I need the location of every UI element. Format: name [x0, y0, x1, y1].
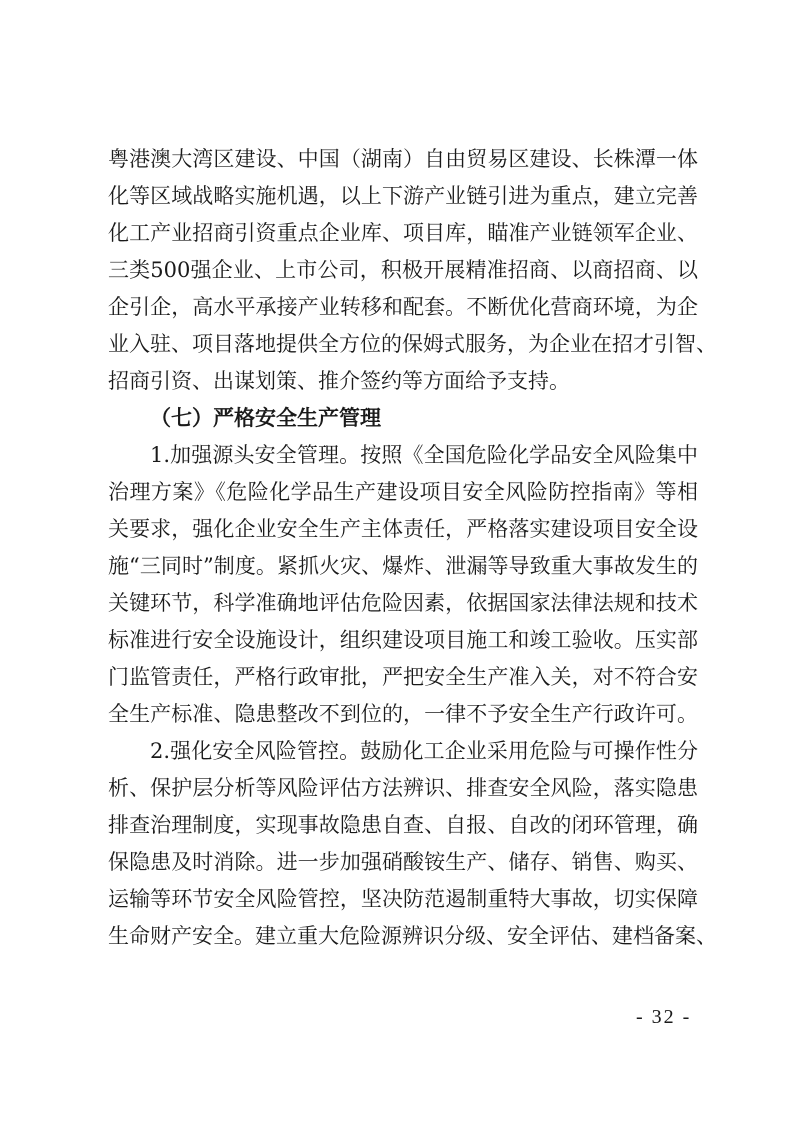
paragraph-line: 化工产业招商引资重点企业库、项目库，瞄准产业链领军企业、: [108, 221, 698, 245]
item1-line: 关键环节，科学准确地评估危险因素，依据国家法律法规和技术: [108, 591, 698, 615]
paragraph-line: 粤港澳大湾区建设、中国（湖南）自由贸易区建设、长株潭一体: [108, 147, 698, 171]
item2-line: 排查治理制度，实现事故隐患自查、自报、自改的闭环管理，确: [108, 813, 698, 837]
item1-line: 施“三同时”制度。紧抓火灾、爆炸、泄漏等导致重大事故发生的: [108, 554, 698, 578]
item2-line: 2.强化安全风险管控。鼓励化工企业采用危险与可操作性分: [150, 739, 698, 763]
item1-line: 标准进行安全设施设计，组织建设项目施工和竣工验收。压实部: [108, 628, 698, 652]
paragraph-line: 三类500强企业、上市公司，积极开展精准招商、以商招商、以: [108, 258, 698, 282]
item2-line: 保隐患及时消除。进一步加强硝酸铵生产、储存、销售、购买、: [108, 850, 698, 874]
item2-line: 运输等环节安全风险管控，坚决防范遏制重特大事故，切实保障: [108, 887, 698, 911]
item1-line: 治理方案》《危险化学品生产建设项目安全风险防控指南》等相: [108, 480, 698, 504]
item1-line: 全生产标准、隐患整改不到位的，一律不予安全生产行政许可。: [108, 702, 698, 726]
document-body: [108, 141, 717, 955]
item2-line: 析、保护层分析等风险评估方法辨识、排查安全风险，落实隐患: [108, 776, 698, 800]
item1-line: 1.加强源头安全管理。按照《全国危险化学品安全风险集中: [150, 443, 698, 467]
item1-line: 门监管责任，严格行政审批，严把安全生产准入关，对不符合安: [108, 665, 698, 689]
paragraph-line: 业入驻、项目落地提供全方位的保姆式服务，为企业在招才引智、: [108, 332, 717, 356]
section-heading: （七）严格安全生产管理: [150, 406, 381, 430]
page-number: - 32 -: [636, 1006, 692, 1028]
paragraph-line: 招商引资、出谋划策、推介签约等方面给予支持。: [108, 369, 570, 393]
item1-line: 关要求，强化企业安全生产主体责任，严格落实建设项目安全设: [108, 517, 698, 541]
item2-line: 生命财产安全。建立重大危险源辨识分级、安全评估、建档备案、: [108, 924, 717, 948]
paragraph-line: 化等区域战略实施机遇，以上下游产业链引进为重点，建立完善: [108, 184, 698, 208]
paragraph-line: 企引企，高水平承接产业转移和配套。不断优化营商环境，为企: [108, 295, 698, 319]
